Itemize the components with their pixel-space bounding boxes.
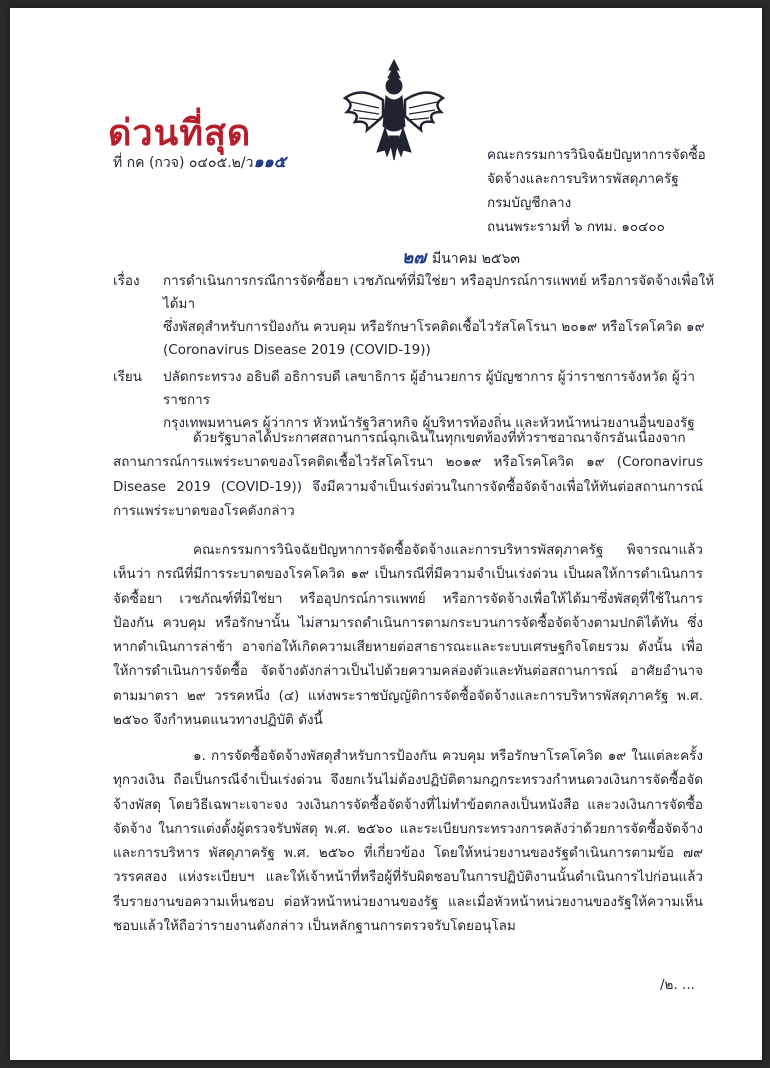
subject-line: ซึ่งพัสดุสำหรับการป้องกัน ควบคุม หรือรักษาโรคติดเชื้อไวรัสโคโรนา ๒๐๑๙ หรือโรคโควิด ๑๙	[163, 319, 705, 335]
date-month-year: มีนาคม ๒๕๖๓	[432, 251, 520, 267]
document-page	[10, 8, 762, 1060]
issuing-organization	[487, 143, 706, 239]
paragraph-text: ด้วยรัฐบาลได้ประกาศสถานการณ์ฉุกเฉินในทุกเขตท้องที่ทั่วราชอาณาจักรอันเนื่องจาก สถานการณ์การแพร่ระบาดของโรคติดเชื้อไวรัสโคโรนา ๒๐๑๙ หรือโรคโควิด ๑๙ (Coronavirus Disease 2019 (COVID-19)) จึงมีความจำเป็นเร่งด่วนในการจัดซื้อจัดจ้างเพื่อให้ทันต่อสถานการณ์ การแพร่ระบาดของโรคดังกล่าว	[113, 430, 703, 519]
body-paragraph-3	[113, 744, 703, 938]
subject-text	[163, 270, 723, 362]
document-number-prefix: ที่ กค (กวจ) ๐๔๐๕.๒/ว	[113, 155, 254, 171]
subject-line: (Coronavirus Disease 2019 (COVID-19))	[163, 342, 431, 358]
subject-block	[113, 270, 723, 358]
org-line: คณะกรรมการวินิจฉัยปัญหาการจัดซื้อ	[487, 147, 706, 163]
subject-line: การดำเนินการกรณีการจัดซื้อยา เวชภัณฑ์ที่มิใช่ยา หรืออุปกรณ์การแพทย์ หรือการจัดจ้างเพื่อให้ได้มา	[163, 273, 715, 312]
org-line: จัดจ้างและการบริหารพัสดุภาครัฐ	[487, 171, 679, 187]
subject-label: เรื่อง	[113, 273, 140, 289]
document-date	[402, 244, 520, 271]
paragraph-text: คณะกรรมการวินิจฉัยปัญหาการจัดซื้อจัดจ้างและการบริหารพัสดุภาครัฐ พิจารณาแล้วเห็นว่า กรณีที่มีการระบาดของโรคโควิด ๑๙ เป็นกรณีที่มีความจำเป็นเร่งด่วน เป็นผลให้การดำเนินการจัดซื้อยา เวชภัณฑ์ที่มิใช่ยา หรืออุปกรณ์การแพทย์ หรือการจัดจ้างเพื่อให้ได้มาซึ่งพัสดุที่ใช้ในการป้องกัน ควบคุม หรือรักษานั้น ไม่สามารถดำเนินการตามกระบวนการจัดซื้อจัดจ้างตามปกติได้ทัน ซึ่งหากดำเนินการล่าช้า อาจก่อให้เกิดความเสียหายต่อสาธารณะและระบบเศรษฐกิจโดยรวม ดังนั้น เพื่อให้การดำเนินการจัดซื้อ จัดจ้างดังกล่าวเป็นไปด้วยความคล่องตัวและทันต่อสถานการณ์ อาศัยอำนาจตามมาตรา ๒๙ วรรคหนึ่ง (๔) แห่งพระราชบัญญัติการจัดซื้อจัดจ้างและการบริหารพัสดุภาครัฐ พ.ศ. ๒๕๖๐ จึงกำหนดแนวทางปฏิบัติ ดังนี้	[113, 542, 703, 729]
recipient-label: เรียน	[113, 369, 143, 385]
body-paragraph-2	[113, 538, 703, 732]
document-number-handwritten: ๑๑๕	[253, 152, 286, 171]
garuda-emblem-icon	[339, 56, 449, 164]
recipient-line: กรุงเทพมหานคร ผู้ว่าการ หัวหน้ารัฐวิสาหกิจ ผู้บริหารท้องถิ่น และหัวหน้าหน่วยงานอื่นของรัฐ	[163, 415, 695, 431]
body-paragraph-1	[113, 426, 703, 523]
next-page-marker: /๒. ...	[660, 977, 695, 993]
urgent-stamp: ด่วนที่สุด	[108, 112, 252, 154]
document-number	[113, 150, 286, 175]
date-day-handwritten: ๒๗	[402, 248, 426, 268]
org-line: ถนนพระรามที่ ๖ กทม. ๑๐๔๐๐	[487, 219, 665, 235]
org-line: กรมบัญชีกลาง	[487, 195, 572, 211]
recipient-line: ปลัดกระทรวง อธิบดี อธิการบดี เลขาธิการ ผู้อำนวยการ ผู้บัญชาการ ผู้ว่าราชการจังหวัด ผู้ว่าราชการ	[163, 369, 695, 408]
recipient-block	[113, 366, 723, 431]
recipient-text	[163, 366, 723, 435]
paragraph-text: ๑. การจัดซื้อจัดจ้างพัสดุสำหรับการป้องกัน ควบคุม หรือรักษาโรคโควิด ๑๙ ในแต่ละครั้ง ทุกวงเงิน ถือเป็นกรณีจำเป็นเร่งด่วน จึงยกเว้นไม่ต้องปฏิบัติตามกฎกระทรวงกำหนดวงเงินการจัดซื้อจัดจ้างพัสดุ โดยวิธีเฉพาะเจาะจง วงเงินการจัดซื้อจัดจ้างที่ไม่ทำข้อตกลงเป็นหนังสือ และวงเงินการจัดซื้อจัดจ้าง ในการแต่งตั้งผู้ตรวจรับพัสดุ พ.ศ. ๒๕๖๐ และระเบียบกระทรวงการคลังว่าด้วยการจัดซื้อจัดจ้างและการบริหาร พัสดุภาครัฐ พ.ศ. ๒๕๖๐ ที่เกี่ยวข้อง โดยให้หน่วยงานของรัฐดำเนินการตามข้อ ๗๙ วรรคสอง แห่งระเบียบฯ และให้เจ้าหน้าที่หรือผู้ที่รับผิดชอบในการปฏิบัติงานนั้นดำเนินการไปก่อนแล้วรีบรายงานขอความเห็นชอบ ต่อหัวหน้าหน่วยงานของรัฐ และเมื่อหัวหน้าหน่วยงานของรัฐให้ความเห็นชอบแล้วให้ถือว่ารายงานดังกล่าว เป็นหลักฐานการตรวจรับโดยอนุโลม	[113, 748, 703, 935]
